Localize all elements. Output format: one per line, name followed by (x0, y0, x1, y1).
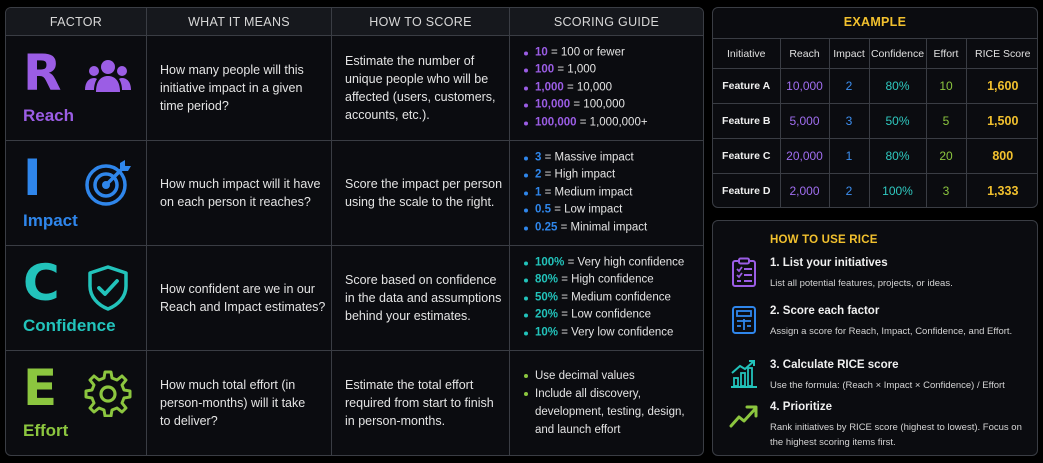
factor-cell-confidence (6, 246, 147, 350)
impact-cell: 2 (829, 69, 869, 104)
rice-score-cell: 1,333 (966, 174, 1038, 209)
factor-name: Impact (23, 211, 78, 230)
factor-letter: R (23, 44, 62, 102)
col-reach: Reach (780, 39, 829, 69)
step-description: List all potential features, projects, or ideas. (770, 278, 953, 289)
list-item: 10% = Very low confidence (523, 324, 684, 341)
confidence-cell: 50% (869, 104, 926, 139)
list-item: 10 = 100 or fewer (523, 44, 648, 61)
step-title: 4. Prioritize (770, 401, 832, 413)
score-text: Score the impact per person using the scale to the right. (345, 177, 503, 209)
effort-cell: 3 (926, 174, 966, 209)
col-effort: Effort (926, 39, 966, 69)
scoring-guide-list (523, 367, 693, 439)
step-description: Assign a score for Reach, Impact, Confidence, and Effort. (770, 326, 1013, 337)
table-row-effort (6, 351, 703, 455)
step-title: 1. List your initiatives (770, 257, 888, 269)
initiative-cell: Feature B (713, 104, 780, 139)
target-icon (84, 159, 132, 207)
confidence-cell: 100% (869, 174, 926, 209)
score-cell (332, 141, 510, 245)
rice-score-cell: 1,500 (966, 104, 1038, 139)
example-title: EXAMPLE (843, 15, 907, 29)
table-row-confidence (6, 246, 703, 351)
bar-chart-icon (729, 359, 759, 389)
reach-cell: 5,000 (780, 104, 829, 139)
rice-factor-table (5, 7, 704, 456)
example-header-row (713, 39, 1038, 69)
list-item: 3 = Massive impact (523, 149, 647, 166)
step-description: Use the formula: (Reach × Impact × Confidence) / Effort (770, 380, 1005, 391)
how-to-use-panel (712, 220, 1038, 456)
impact-cell: 3 (829, 104, 869, 139)
how-to-use-title: HOW TO USE RICE (770, 234, 878, 246)
example-table (713, 38, 1038, 208)
col-confidence: Confidence (869, 39, 926, 69)
header-what-it-means: WHAT IT MEANS (147, 8, 332, 35)
list-item: 1,000 = 10,000 (523, 79, 648, 96)
factor-name: Reach (23, 106, 75, 125)
meaning-text: How confident are we in our Reach and Impact estimates? (160, 282, 326, 314)
list-item: 10,000 = 100,000 (523, 97, 648, 114)
scoring-guide-list (523, 44, 648, 131)
impact-cell: 2 (829, 174, 869, 209)
table-row (713, 69, 1038, 104)
factor-cell-impact (6, 141, 147, 245)
reach-cell: 10,000 (780, 69, 829, 104)
meaning-cell (147, 36, 332, 140)
trend-up-icon (729, 401, 759, 431)
calculator-icon (729, 305, 759, 335)
confidence-cell: 80% (869, 69, 926, 104)
gear-icon (84, 369, 132, 417)
factor-letter: E (23, 359, 58, 417)
factor-cell-reach (6, 36, 147, 140)
shield-check-icon (84, 264, 132, 312)
step-title: 2. Score each factor (770, 305, 880, 317)
list-item: Include all discovery, development, testing, design, and launch effort (523, 385, 693, 439)
table-header (6, 8, 703, 36)
example-panel (712, 7, 1038, 208)
col-impact: Impact (829, 39, 869, 69)
rice-score-cell: 1,600 (966, 69, 1038, 104)
score-text: Score based on confidence in the data and assumptions behind your estimates. (345, 273, 502, 323)
table-row (713, 104, 1038, 139)
list-item: 100 = 1,000 (523, 62, 648, 79)
list-item: 20% = Low confidence (523, 307, 684, 324)
score-text: Estimate the number of unique people who will be affected (users, customers, accounts, etc.). (345, 54, 496, 122)
score-cell (332, 351, 510, 455)
initiative-cell: Feature A (713, 69, 780, 104)
meaning-cell (147, 141, 332, 245)
header-how-to-score: HOW TO SCORE (332, 8, 510, 35)
guide-cell (510, 36, 703, 140)
initiative-cell: Feature D (713, 174, 780, 209)
factor-letter: I (23, 149, 42, 207)
people-icon (84, 54, 132, 102)
list-item: 2 = High impact (523, 167, 647, 184)
meaning-text: How much total effort (in person-months) will it take to deliver? (160, 378, 306, 428)
effort-cell: 5 (926, 104, 966, 139)
list-item: Use decimal values (523, 367, 693, 385)
meaning-cell (147, 351, 332, 455)
guide-cell (510, 141, 703, 245)
confidence-cell: 80% (869, 139, 926, 174)
guide-cell (510, 351, 703, 455)
meaning-text: How much impact will it have on each person it reaches? (160, 177, 321, 209)
list-item: 80% = High confidence (523, 272, 684, 289)
step-title: 3. Calculate RICE score (770, 359, 899, 371)
step-description: Rank initiatives by RICE score (highest to lowest). Focus on the highest scoring items first. (770, 422, 1022, 448)
header-factor: FACTOR (6, 8, 147, 35)
list-item: 100% = Very high confidence (523, 254, 684, 271)
header-scoring-guide: SCORING GUIDE (553, 14, 660, 29)
initiative-cell: Feature C (713, 139, 780, 174)
reach-cell: 20,000 (780, 139, 829, 174)
table-row (713, 174, 1038, 209)
score-cell (332, 36, 510, 140)
guide-cell (510, 246, 703, 350)
table-row-reach (6, 36, 703, 141)
col-rice-score: RICE Score (966, 39, 1038, 69)
effort-cell: 20 (926, 139, 966, 174)
table-row-impact (6, 141, 703, 246)
effort-cell: 10 (926, 69, 966, 104)
list-item: 50% = Medium confidence (523, 289, 684, 306)
meaning-cell (147, 246, 332, 350)
scoring-guide-list (523, 254, 684, 341)
score-text: Estimate the total effort required from start to finish in person-months. (345, 378, 494, 428)
scoring-guide-list (523, 149, 647, 236)
factor-name: Effort (23, 421, 69, 440)
reach-cell: 2,000 (780, 174, 829, 209)
list-item: 0.25 = Minimal impact (523, 219, 647, 236)
col-initiative: Initiative (713, 39, 780, 69)
factor-letter: C (23, 254, 60, 312)
checklist-icon (729, 257, 759, 287)
list-item: 1 = Medium impact (523, 184, 647, 201)
list-item: 0.5 = Low impact (523, 202, 647, 219)
impact-cell: 1 (829, 139, 869, 174)
rice-score-cell: 800 (966, 139, 1038, 174)
table-row (713, 139, 1038, 174)
factor-name: Confidence (23, 316, 116, 335)
factor-cell-effort (6, 351, 147, 455)
meaning-text: How many people will this initiative impact in a given time period? (160, 63, 304, 113)
list-item: 100,000 = 1,000,000+ (523, 114, 648, 131)
score-cell (332, 246, 510, 350)
